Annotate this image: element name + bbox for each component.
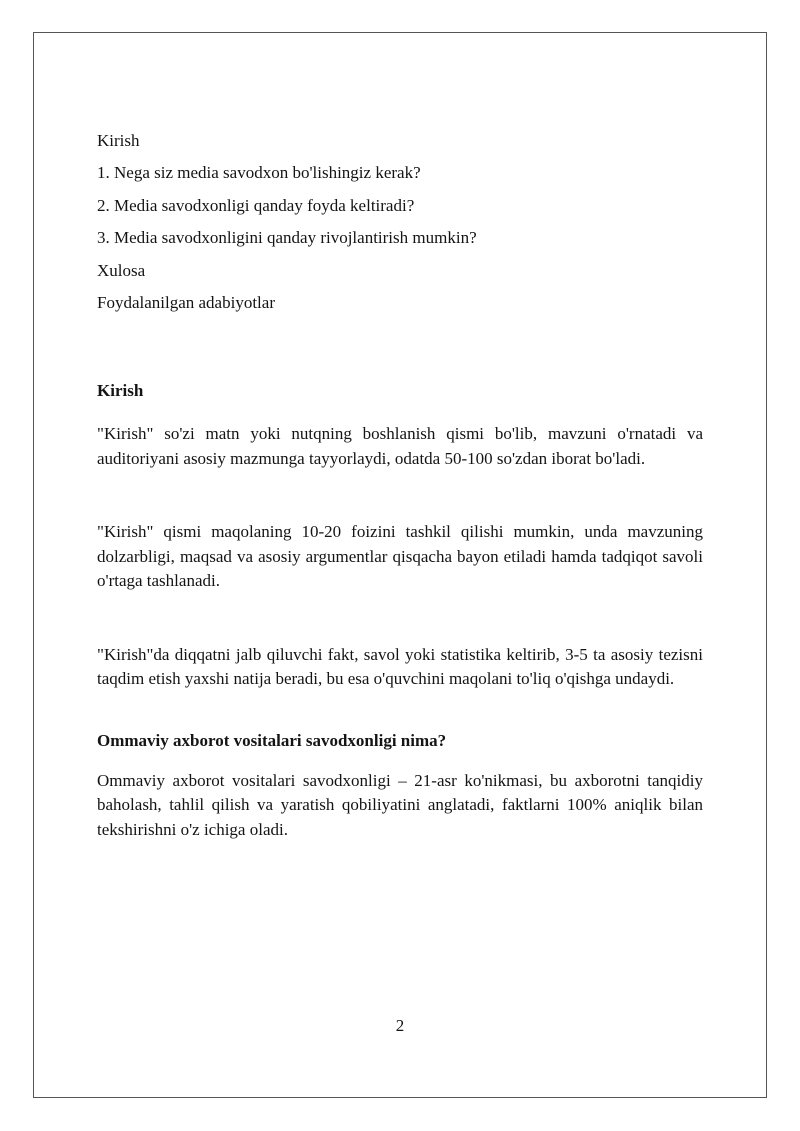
toc-item-2: 2. Media savodxonligi qanday foyda keltiradi? [97,195,415,215]
toc-item-references: Foydalanilgan adabiyotlar [97,292,275,312]
document-content [97,129,703,842]
toc-item-conclusion: Xulosa [97,260,146,280]
intro-paragraph-3: "Kirish"da diqqatni jalb qiluvchi fakt, savol yoki statistika keltirib, 3-5 ta asosiy tezisni taqdim etish yaxshi natija beradi, bu esa o'quvchini maqolani to'liq o'qishga undaydi. [97,644,703,689]
toc-item-introduction: Kirish [97,131,140,150]
intro-paragraph-2: "Kirish" qismi maqolaning 10-20 foizini tashkil qilishi mumkin, unda mavzuning dolzarbligi, maqsad va asosiy argumentlar qisqacha bayon etiladi hamda tadqiqot savoli o'rtaga tashlanadi. [97,522,703,591]
toc-item-1: 1. Nega siz media savodxon bo'lishingiz kerak? [97,163,421,183]
intro-heading: Kirish [97,381,144,401]
toc-item-3: 3. Media savodxonligini qanday rivojlantirish mumkin? [97,228,477,248]
page-number: 2 [395,1016,405,1035]
media-literacy-paragraph: Ommaviy axborot vositalari savodxonligi – 21-asr ko'nikmasi, bu axborotni tanqidiy baholash, tahlil qilish va yaratish qobiliyatini anglatadi, faktlarni 100% aniqlik bilan tekshirishni o'z ichiga oladi. [97,770,703,839]
media-literacy-heading: Ommaviy axborot vositalari savodxonligi nima? [97,730,447,750]
intro-paragraph-1: "Kirish" so'zi matn yoki nutqning boshlanish qismi bo'lib, mavzuni o'rnatadi va auditoriyani asosiy mazmunga tayyorlaydi, odatda 50-100 so'zdan iborat bo'ladi. [97,424,703,468]
table-of-contents [97,129,703,323]
